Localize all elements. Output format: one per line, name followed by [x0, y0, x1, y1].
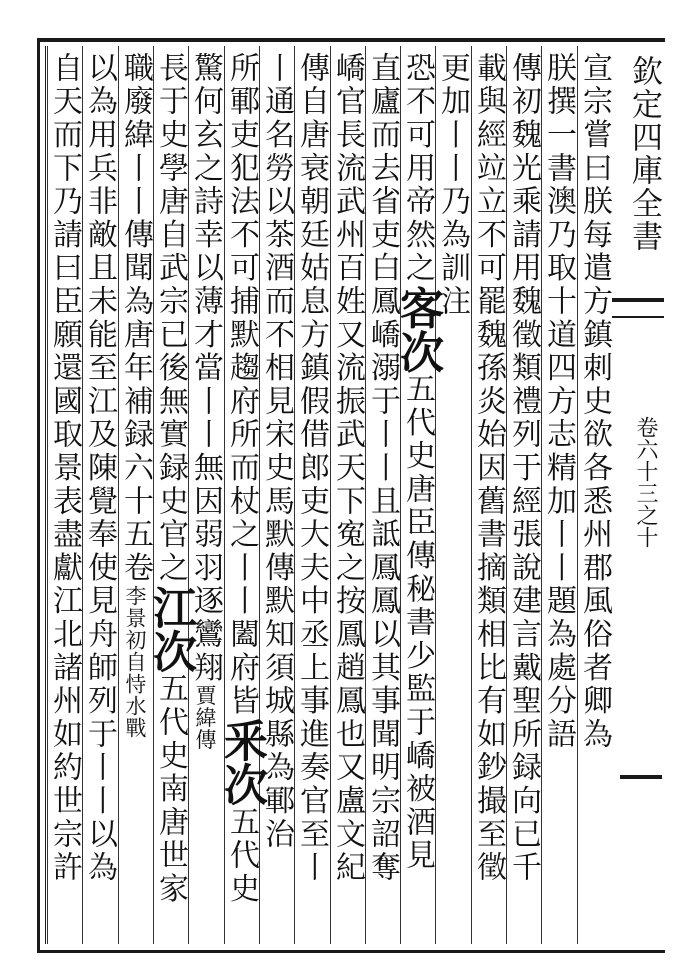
body-text: 五代史 — [224, 806, 259, 906]
text-column — [331, 52, 364, 942]
body-text: 載與經竝立不可罷魏孫炎始因舊書摘類相比有如鈔撮至徵 — [471, 52, 506, 885]
body-text: 宣宗嘗曰朕每遣方鎮刺史欲各悉州郡風俗者卿為 — [577, 52, 612, 752]
fishtail-mark — [612, 298, 664, 318]
body-text: 長于史學唐自武宗已後無實録史官之 — [153, 52, 188, 585]
text-column — [542, 52, 575, 942]
head-word: 江次 — [145, 584, 196, 673]
text-column — [295, 52, 328, 942]
text-column — [366, 52, 399, 942]
head-word: 客次 — [392, 285, 443, 374]
body-text: 直廬而去省吏白鳳嶠溺于丨丨且詆鳳鳳以其事聞明宗詔奪 — [365, 52, 400, 885]
body-text: 傳自唐衰朝廷姑息方鎮假借郎吏大夫中丞上事進奏官至丨 — [294, 52, 329, 885]
head-word: 釆次 — [216, 718, 267, 806]
inner-border-rule — [45, 46, 46, 944]
text-column — [145, 52, 196, 942]
body-text: 嶠官長流武州百姓又流振武天下寃之按鳳趙鳳也又盧文紀 — [330, 52, 365, 885]
text-column — [436, 52, 469, 942]
body-text: 更加丨丨乃為訓注 — [435, 52, 470, 319]
body-text: 恐不可用帝然之 — [400, 52, 435, 286]
margin-book-title: 欽定四庫全書 — [626, 55, 662, 253]
text-column — [472, 52, 505, 942]
body-text: 職廢緯丨丨傳聞為唐年補録六十五卷 — [118, 52, 153, 585]
body-text: 傳初魏光乘請用魏徵類禮列于經張說建言戴聖所録向已千 — [506, 52, 541, 885]
body-text: 所鄆吏犯法不可捕默趨府所而杖之丨丨闔府皆 — [224, 52, 259, 718]
body-text: 驚何玄之詩幸以薄才當丨丨無因弱羽逐鸞翔 — [188, 52, 223, 685]
text-column — [260, 52, 293, 942]
text-column — [189, 52, 222, 942]
text-column — [392, 52, 443, 942]
fishtail-mark-lower — [620, 775, 662, 779]
body-text: 五代史南唐世家 — [153, 672, 188, 906]
text-column — [48, 52, 81, 942]
annotation-text: 賈緯傳 — [193, 684, 217, 751]
body-text: 以為用兵非敵且未能至江及陳覺奉使見舟師列于丨丨以為 — [82, 52, 117, 885]
text-column — [578, 52, 611, 942]
body-text: 朕撰一書澳乃取十道四方志精加丨丨題為處分語 — [541, 52, 576, 752]
body-text: 自天而下乃請曰臣願還國取景表盡獻江北諸州如約世宗許 — [47, 52, 82, 885]
margin-volume-label: 卷六十三之十 — [633, 416, 658, 548]
annotation-text: 李景初自恃水戰 — [123, 584, 147, 739]
text-column — [507, 52, 540, 942]
text-column — [216, 52, 267, 942]
body-text: 丨通名勞以茶酒而不相見宋史馬默傳默知須城縣為鄆治 — [259, 52, 294, 852]
text-column — [119, 52, 152, 942]
body-text: 五代史唐臣傳秘書少監于嶠被酒見 — [400, 373, 435, 873]
text-column — [83, 52, 116, 942]
